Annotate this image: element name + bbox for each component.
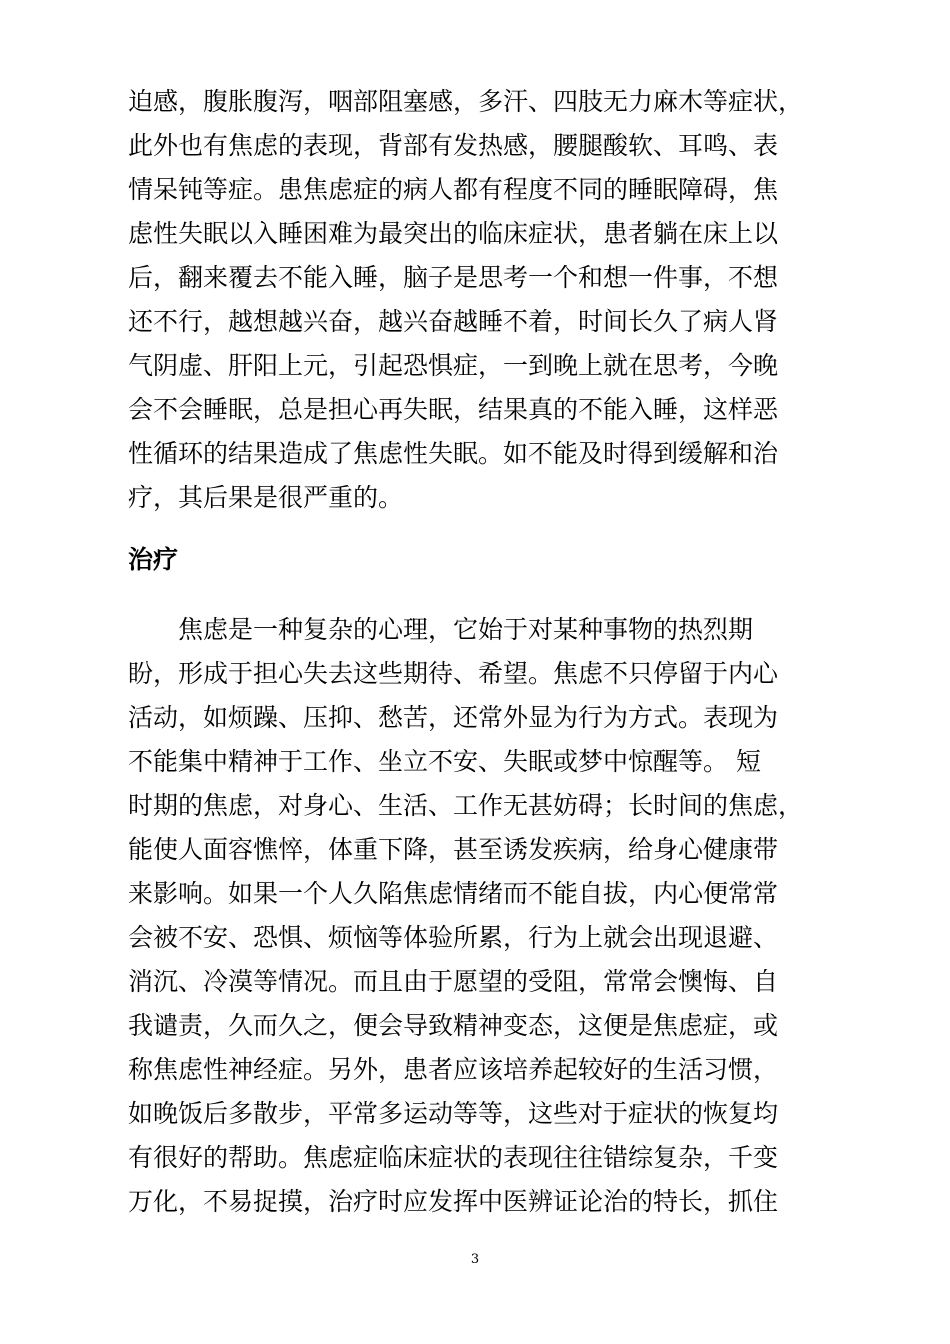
text-line: 后，翻来覆去不能入睡，脑子是思考一个和想一件事，不想	[128, 263, 779, 292]
text-line: 会被不安、恐惧、烦恼等体验所累，行为上就会出现退避、	[128, 923, 779, 952]
text-line: 活动，如烦躁、压抑、愁苦，还常外显为行为方式。表现为	[128, 703, 779, 732]
text-line: 盼，形成于担心失去这些期待、希望。焦虑不只停留于内心	[128, 659, 779, 688]
text-line: 气阴虚、肝阳上元，引起恐惧症，一到晚上就在思考，今晚	[128, 351, 779, 380]
text-line: 称焦虑性神经症。另外，患者应该培养起较好的生活习惯，	[128, 1055, 779, 1084]
text-line: 情呆钝等症。患焦虑症的病人都有程度不同的睡眠障碍，焦	[128, 175, 779, 204]
text-line: 消沉、冷漠等情况。而且由于愿望的受阻，常常会懊悔、自	[128, 967, 779, 996]
text-line: 我谴责，久而久之，便会导致精神变态，这便是焦虑症，或	[128, 1011, 779, 1040]
text-line: 来影响。如果一个人久陷焦虑情绪而不能自拔，内心便常常	[128, 879, 779, 908]
text-line: 会不会睡眠，总是担心再失眠，结果真的不能入睡，这样恶	[128, 395, 779, 424]
text-line: 时期的焦虑，对身心、生活、工作无甚妨碍；长时间的焦虑，	[128, 791, 804, 820]
text-line: 性循环的结果造成了焦虑性失眠。如不能及时得到缓解和治	[128, 439, 779, 468]
section-heading-treatment: 治疗	[128, 545, 179, 574]
text-line: 疗，其后果是很严重的。	[128, 483, 404, 512]
text-line: 能使人面容憔悴，体重下降，甚至诱发疾病，给身心健康带	[128, 835, 779, 864]
text-line: 万化，不易捉摸，治疗时应发挥中医辨证论治的特长，抓住	[128, 1187, 779, 1216]
text-line: 有很好的帮助。焦虑症临床症状的表现往往错综复杂，千变	[128, 1143, 779, 1172]
text-line: 还不行，越想越兴奋，越兴奋越睡不着，时间长久了病人肾	[128, 307, 779, 336]
text-line: 虑性失眠以入睡困难为最突出的临床症状，患者躺在床上以	[128, 219, 779, 248]
text-line: 迫感，腹胀腹泻，咽部阻塞感，多汗、四肢无力麻木等症状，	[128, 87, 804, 116]
text-line: 此外也有焦虑的表现，背部有发热感，腰腿酸软、耳鸣、表	[128, 131, 779, 160]
text-line: 焦虑是一种复杂的心理，它始于对某种事物的热烈期	[128, 615, 754, 644]
text-line: 如晚饭后多散步，平常多运动等等，这些对于症状的恢复均	[128, 1099, 779, 1128]
text-line: 不能集中精神于工作、坐立不安、失眠或梦中惊醒等。 短	[128, 747, 761, 776]
page-number: 3	[470, 1252, 480, 1267]
